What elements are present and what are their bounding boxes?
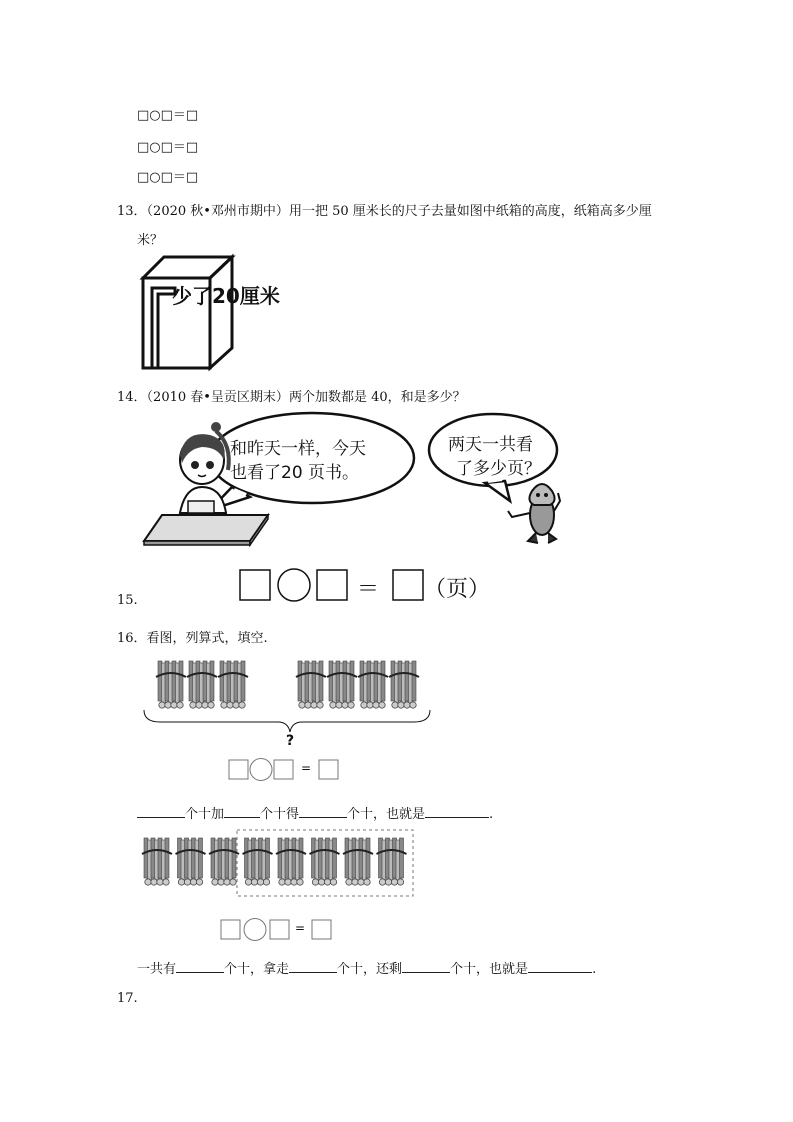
stick-bundle-icon: [296, 661, 326, 708]
question-text: 两个加数都是 40，和是多少？: [288, 390, 466, 405]
fill-line-1: 个十加 个十得 个十，也就是 .: [137, 803, 493, 822]
answer-blank[interactable]: [425, 805, 489, 818]
eq-row-2: □○□＝□: [137, 140, 199, 155]
equation-boxes-16b: [220, 918, 340, 942]
question-mark: ?: [286, 733, 295, 749]
stick-bundle-icon: [327, 661, 357, 708]
equals-sign: =: [301, 761, 312, 775]
answer-blank[interactable]: [137, 805, 185, 818]
bundles-group-2: [140, 830, 430, 900]
eq-row-3: □○□＝□: [137, 170, 199, 185]
question-14: [117, 386, 466, 405]
question-16: [117, 627, 268, 646]
stick-bundle-icon: [142, 838, 172, 885]
question-text: 看图，列算式，填空.: [146, 631, 268, 646]
question-13: [117, 200, 652, 219]
answer-blank[interactable]: [528, 960, 592, 973]
question-source: （2020 秋•邓州市期中）: [146, 204, 289, 219]
question-17-number: 17.: [117, 991, 138, 1006]
equation-boxes-16a: [228, 758, 348, 782]
answer-blank[interactable]: [402, 960, 450, 973]
bubble-left-line2: 也看了20 页书。: [230, 463, 360, 483]
stick-bundle-icon: [377, 838, 407, 885]
question-13-line2: 米？: [137, 233, 164, 248]
stick-bundle-icon: [358, 661, 388, 708]
stick-bundle-icon: [176, 838, 206, 885]
bubble-right-line1: 两天一共看: [448, 435, 533, 455]
question-number: 14．: [117, 390, 147, 405]
stick-bundle-icon: [187, 661, 217, 708]
question-number: 16．: [117, 631, 147, 646]
stick-bundle-icon: [156, 661, 186, 708]
eq-row-1: □○□＝□: [137, 108, 199, 123]
answer-blank[interactable]: [176, 960, 224, 973]
bubble-right-line2: 了多少页？: [456, 459, 541, 479]
question-source: （2010 春•呈贡区期末）: [146, 390, 289, 405]
girl-figure: [180, 422, 229, 513]
stick-bundle-icon: [209, 838, 239, 885]
stick-bundle-icon: [218, 661, 248, 708]
answer-blank[interactable]: [224, 805, 260, 818]
question-number: 13．: [117, 204, 147, 219]
fill-line-2: 一共有 个十，拿走 个十，还剩 个十，也就是 .: [137, 962, 597, 977]
equals-sign: ＝: [357, 577, 380, 602]
unit-label: （页）: [424, 577, 491, 602]
stick-bundle-icon: [276, 838, 306, 885]
question-text: 用一把 50 厘米长的尺子去量如图中纸箱的高度，纸箱高多少厘: [288, 204, 652, 219]
stick-bundle-icon: [243, 838, 273, 885]
stick-bundle-icon: [310, 838, 340, 885]
answer-blank[interactable]: [289, 960, 337, 973]
brace: [140, 708, 440, 736]
stick-bundle-icon: [389, 661, 419, 708]
answer-blank[interactable]: [299, 805, 347, 818]
bubble-left-line1: 和昨天一样，今天: [230, 439, 366, 459]
creature-figure: [508, 484, 560, 543]
question-15-number: 15.: [117, 593, 138, 608]
cardboard-box-figure: [140, 254, 300, 374]
box-label: 少了20厘米: [172, 284, 280, 308]
stick-bundle-icon: [343, 838, 373, 885]
equals-sign: =: [295, 921, 306, 935]
